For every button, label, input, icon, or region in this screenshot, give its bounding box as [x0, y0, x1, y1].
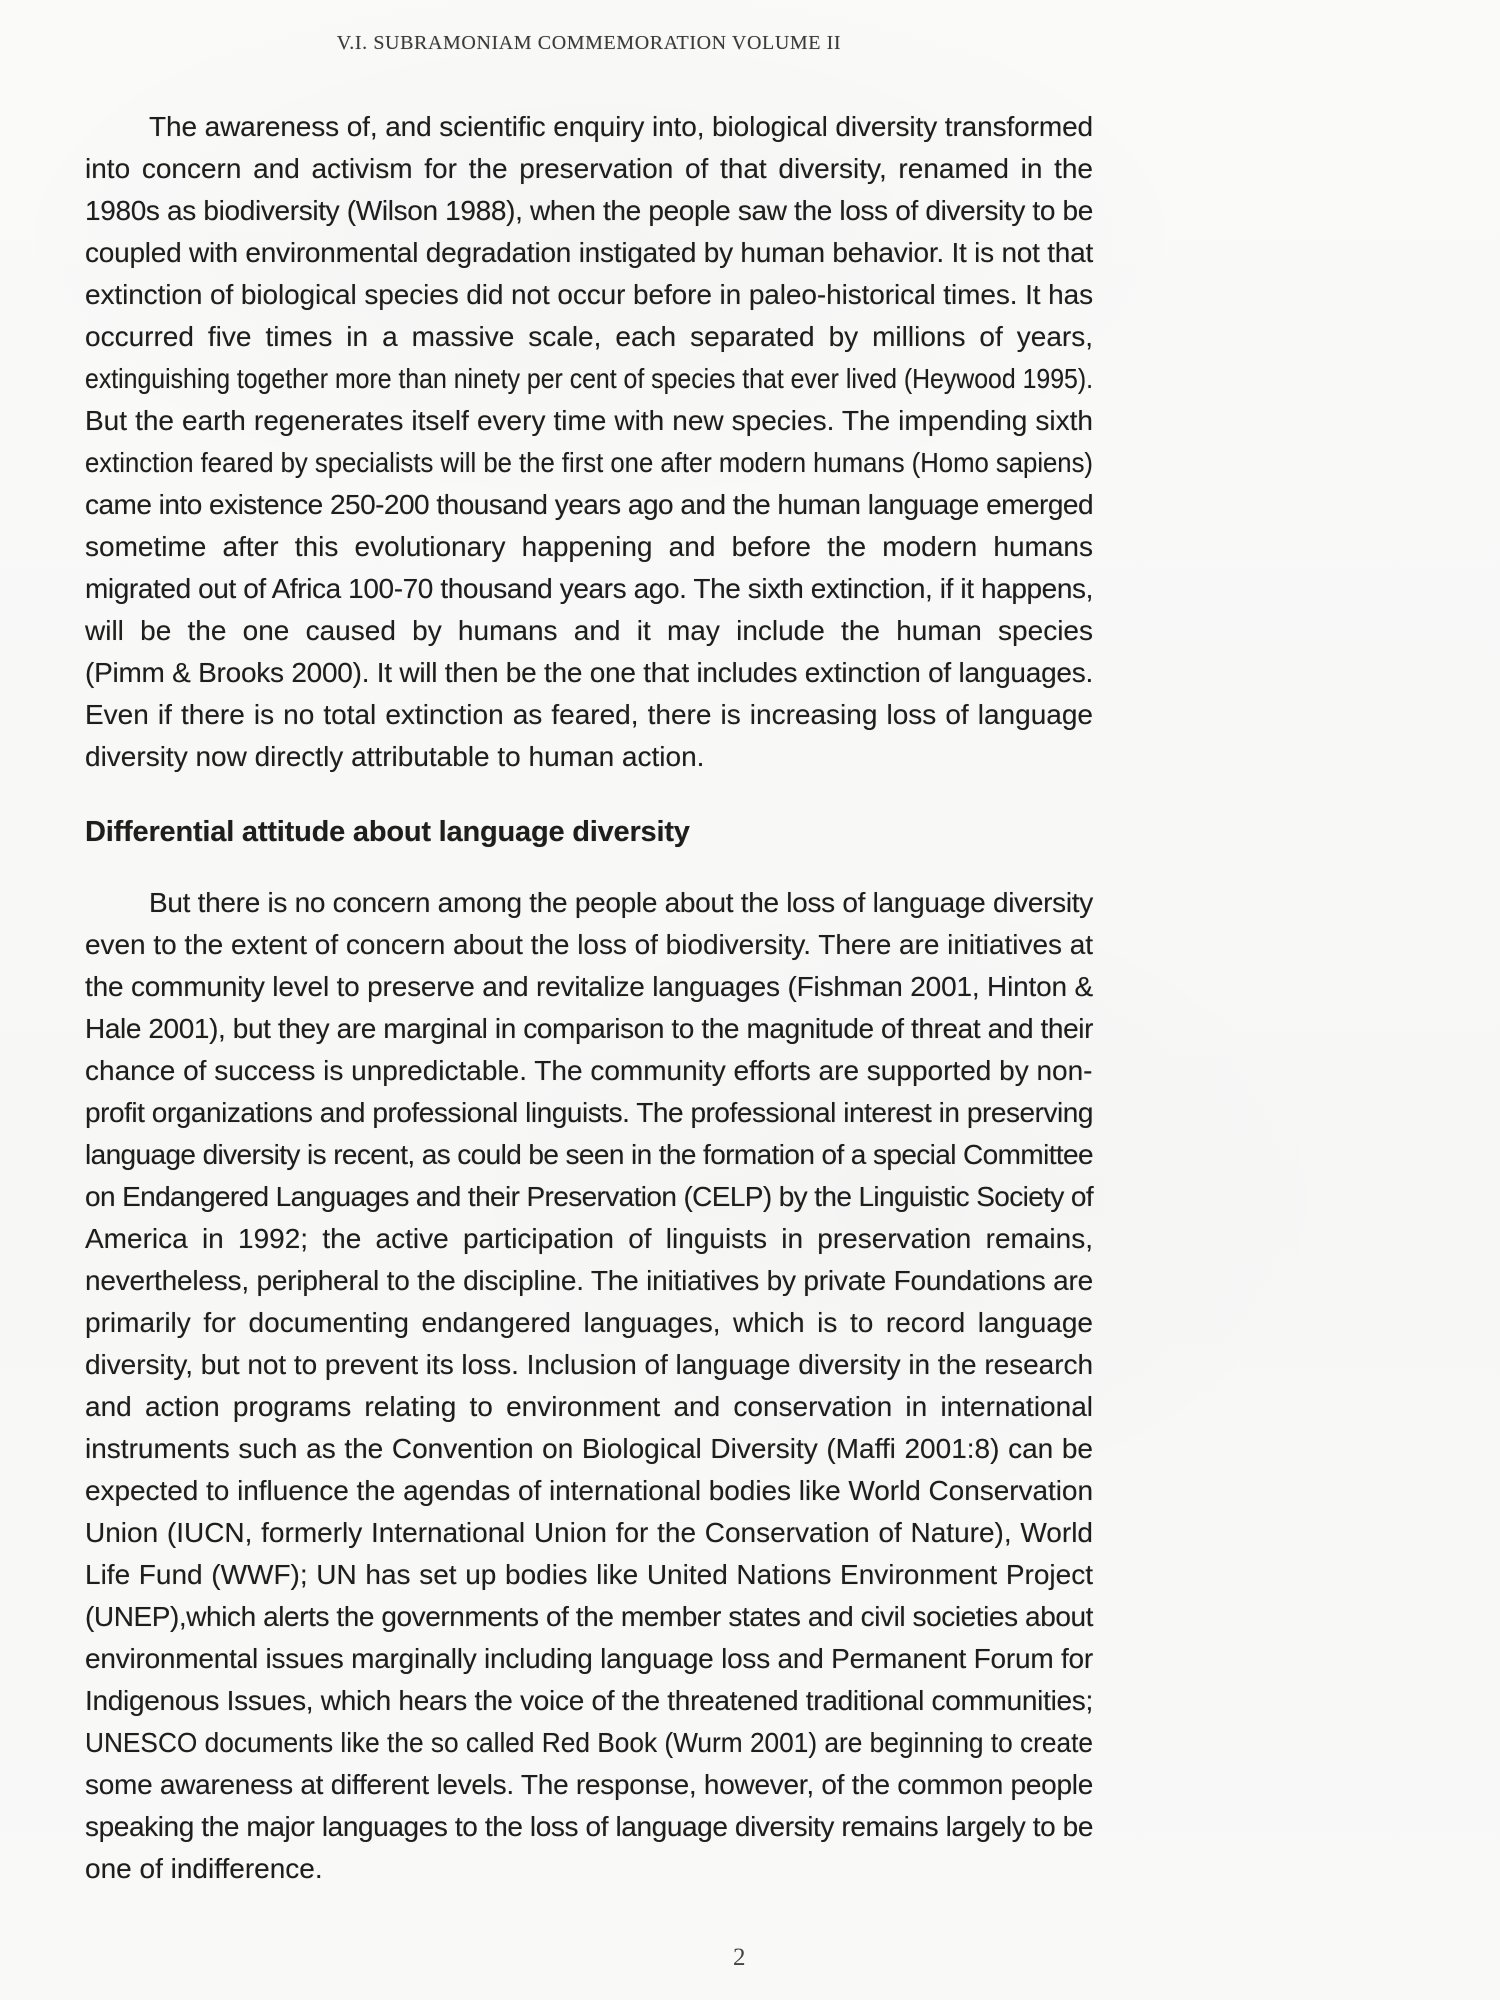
text-line-content: Hale 2001), but they are marginal in comparison to the magnitude of threat and their: [85, 1013, 1093, 1044]
text-line-content: the community level to preserve and revitalize languages (Fishman 2001, Hinton &: [85, 971, 1093, 1002]
text-line-content: and action programs relating to environment and conservation in international: [85, 1391, 1093, 1422]
paragraph-awareness-of-diversity: [85, 106, 1093, 778]
text-line: [85, 232, 1093, 274]
text-line-content: extinction of biological species did not occur before in paleo-historical times. It has: [85, 279, 1094, 310]
paragraph-differential-attitude: [85, 882, 1093, 1890]
text-line-content: diversity now directly attributable to human action.: [85, 741, 705, 772]
text-line-content: expected to influence the agendas of international bodies like World Conservation: [85, 1475, 1093, 1506]
text-line-content: speaking the major languages to the loss of language diversity remains largely to be: [85, 1811, 1093, 1842]
text-line-content: nevertheless, peripheral to the discipline. The initiatives by private Foundations are: [85, 1265, 1094, 1296]
text-line-content: Life Fund (WWF); UN has set up bodies like United Nations Environment Project: [85, 1559, 1093, 1590]
text-line: [85, 924, 1093, 966]
text-line-content: occurred five times in a massive scale, each separated by millions of years,: [85, 321, 1093, 352]
text-line-content: into concern and activism for the preservation of that diversity, renamed in the: [85, 153, 1093, 184]
text-line: [85, 1050, 1093, 1092]
text-line: [85, 1596, 1093, 1638]
text-line: [85, 1638, 1093, 1680]
text-line: [85, 1554, 1093, 1596]
text-line: [85, 652, 1093, 694]
text-line: [85, 1344, 1093, 1386]
text-line-content: language diversity is recent, as could be seen in the formation of a special Committee: [85, 1139, 1093, 1170]
text-line: [85, 274, 1093, 316]
text-line-content: But there is no concern among the people about the loss of language diversity: [149, 887, 1093, 918]
text-line-content: environmental issues marginally including language loss and Permanent Forum for: [85, 1643, 1093, 1674]
text-line-content: came into existence 250-200 thousand years ago and the human language emerged: [85, 489, 1093, 520]
text-line: [85, 358, 1093, 400]
text-line: [85, 484, 1093, 526]
text-line: [85, 1848, 1093, 1890]
text-line-content: instruments such as the Convention on Biological Diversity (Maffi 2001:8) can be: [85, 1433, 1093, 1464]
text-line-content: diversity, but not to prevent its loss. Inclusion of language diversity in the research: [85, 1349, 1093, 1380]
text-line: [85, 1008, 1093, 1050]
text-line-content: (UNEP),which alerts the governments of the member states and civil societies about: [85, 1601, 1093, 1632]
text-line-content: even to the extent of concern about the loss of biodiversity. There are initiatives at: [85, 929, 1093, 960]
section-heading: Differential attitude about language diversity: [85, 816, 690, 848]
text-line-content: on Endangered Languages and their Preservation (CELP) by the Linguistic Society of: [85, 1181, 1093, 1212]
page-content: [85, 106, 1093, 1890]
text-line-content: UNESCO documents like the so called Red Book (Wurm 2001) are beginning to create: [85, 1727, 1093, 1758]
text-line-content: migrated out of Africa 100-70 thousand years ago. The sixth extinction, if it happens,: [85, 573, 1093, 604]
text-line: [85, 882, 1093, 924]
text-line: [85, 442, 1093, 484]
text-line: [85, 1218, 1093, 1260]
text-line: [85, 526, 1093, 568]
text-line: [85, 610, 1093, 652]
text-line: [85, 1806, 1093, 1848]
text-line: [85, 1302, 1093, 1344]
text-line-content: primarily for documenting endangered languages, which is to record language: [85, 1307, 1093, 1338]
text-line-content: America in 1992; the active participation of linguists in preservation remains,: [85, 1223, 1093, 1254]
text-line: [85, 1092, 1093, 1134]
text-line: [85, 400, 1093, 442]
text-line-content: 1980s as biodiversity (Wilson 1988), when the people saw the loss of diversity to be: [85, 195, 1093, 226]
text-line-content: Union (IUCN, formerly International Union for the Conservation of Nature), World: [85, 1517, 1093, 1548]
text-line: [85, 1386, 1093, 1428]
text-line-content: profit organizations and professional linguists. The professional interest in preserving: [85, 1097, 1093, 1128]
text-line-content: Even if there is no total extinction as feared, there is increasing loss of language: [85, 699, 1093, 730]
text-line-content: coupled with environmental degradation instigated by human behavior. It is not that: [85, 237, 1093, 268]
text-line: [85, 1260, 1093, 1302]
text-line-content: some awareness at different levels. The response, however, of the common people: [85, 1769, 1094, 1800]
text-line: [85, 1680, 1093, 1722]
text-line: [85, 1512, 1093, 1554]
text-line: [85, 106, 1093, 148]
running-header: V.I. SUBRAMONIAM COMMEMORATION VOLUME II: [336, 32, 842, 54]
text-line-content: The awareness of, and scientific enquiry into, biological diversity transformed: [149, 111, 1093, 142]
text-line: [85, 1764, 1093, 1806]
text-line: [85, 1134, 1093, 1176]
text-line: [85, 1428, 1093, 1470]
page-number: 2: [733, 1944, 746, 1971]
text-line-content: But the earth regenerates itself every time with new species. The impending sixth: [85, 405, 1093, 436]
text-line: [85, 1722, 1093, 1764]
text-line: [85, 1470, 1093, 1512]
text-line-content: extinction feared by specialists will be the first one after modern humans (Homo sapiens): [85, 447, 1093, 478]
text-line-content: will be the one caused by humans and it may include the human species: [85, 615, 1093, 646]
text-line-content: (Pimm & Brooks 2000). It will then be the one that includes extinction of languages.: [85, 657, 1093, 688]
text-line: [85, 694, 1093, 736]
text-line-content: chance of success is unpredictable. The community efforts are supported by non-: [85, 1055, 1093, 1086]
text-line-content: extinguishing together more than ninety per cent of species that ever lived (Heywood 1995).: [85, 363, 1093, 394]
text-line: [85, 966, 1093, 1008]
text-line: [85, 1176, 1093, 1218]
text-line: [85, 736, 1093, 778]
text-line: [85, 316, 1093, 358]
text-line: [85, 148, 1093, 190]
text-line: [85, 568, 1093, 610]
text-line-content: one of indifference.: [85, 1853, 323, 1884]
text-line: [85, 190, 1093, 232]
text-line-content: Indigenous Issues, which hears the voice of the threatened traditional communities;: [85, 1685, 1093, 1716]
text-line-content: sometime after this evolutionary happening and before the modern humans: [85, 531, 1093, 562]
